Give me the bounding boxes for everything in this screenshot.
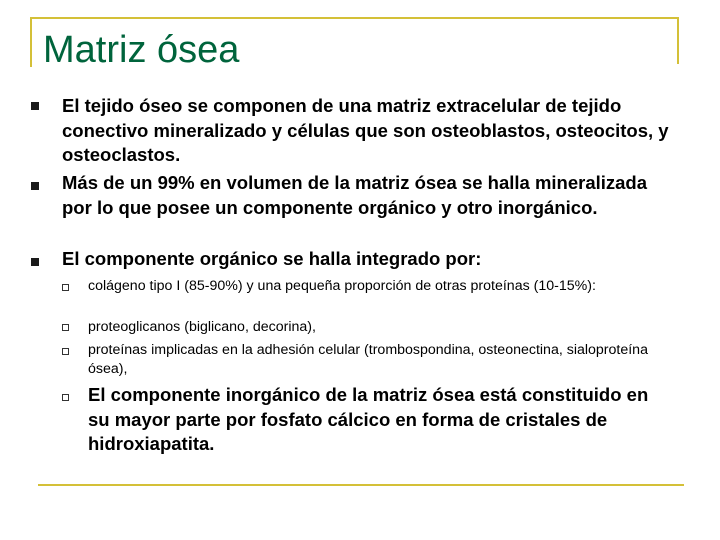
slide-title: Matriz ósea bbox=[43, 29, 240, 71]
hollow-square-bullet-icon bbox=[62, 284, 69, 291]
hollow-square-bullet-icon bbox=[62, 324, 69, 331]
frame-top-line bbox=[30, 17, 678, 19]
bullet-text: Más de un 99% en volumen de la matriz ósea se halla mineralizada por lo que posee un componente orgánico y otro inorgánico. bbox=[62, 172, 648, 218]
frame-bottom-line bbox=[38, 484, 684, 486]
sub-bullet-text: proteoglicanos (biglicano, decorina), bbox=[88, 319, 316, 335]
sub-bullet-text: El componente inorgánico de la matriz ósea está constituido en su mayor parte por fosfato cálcico en forma de cristales de hidroxiapatita. bbox=[88, 384, 649, 454]
frame-left-line bbox=[30, 17, 32, 67]
square-bullet-icon bbox=[31, 258, 39, 266]
square-bullet-icon bbox=[31, 182, 39, 190]
sub-bullet-text: proteínas implicadas en la adhesión celular (trombospondina, osteonectina, sialoproteína ósea), bbox=[88, 342, 648, 377]
hollow-square-bullet-icon bbox=[62, 394, 69, 401]
sub-bullet-text: colágeno tipo I (85-90%) y una pequeña proporción de otras proteínas (10-15%): bbox=[88, 278, 596, 294]
square-bullet-icon bbox=[31, 102, 39, 110]
bullet-text: El componente orgánico se halla integrado por: bbox=[62, 248, 482, 269]
hollow-square-bullet-icon bbox=[62, 348, 69, 355]
frame-right-line bbox=[677, 17, 679, 64]
bullet-text: El tejido óseo se componen de una matriz extracelular de tejido conectivo mineralizado y células que son osteoblastos, osteocitos, y osteoclastos. bbox=[62, 95, 669, 165]
